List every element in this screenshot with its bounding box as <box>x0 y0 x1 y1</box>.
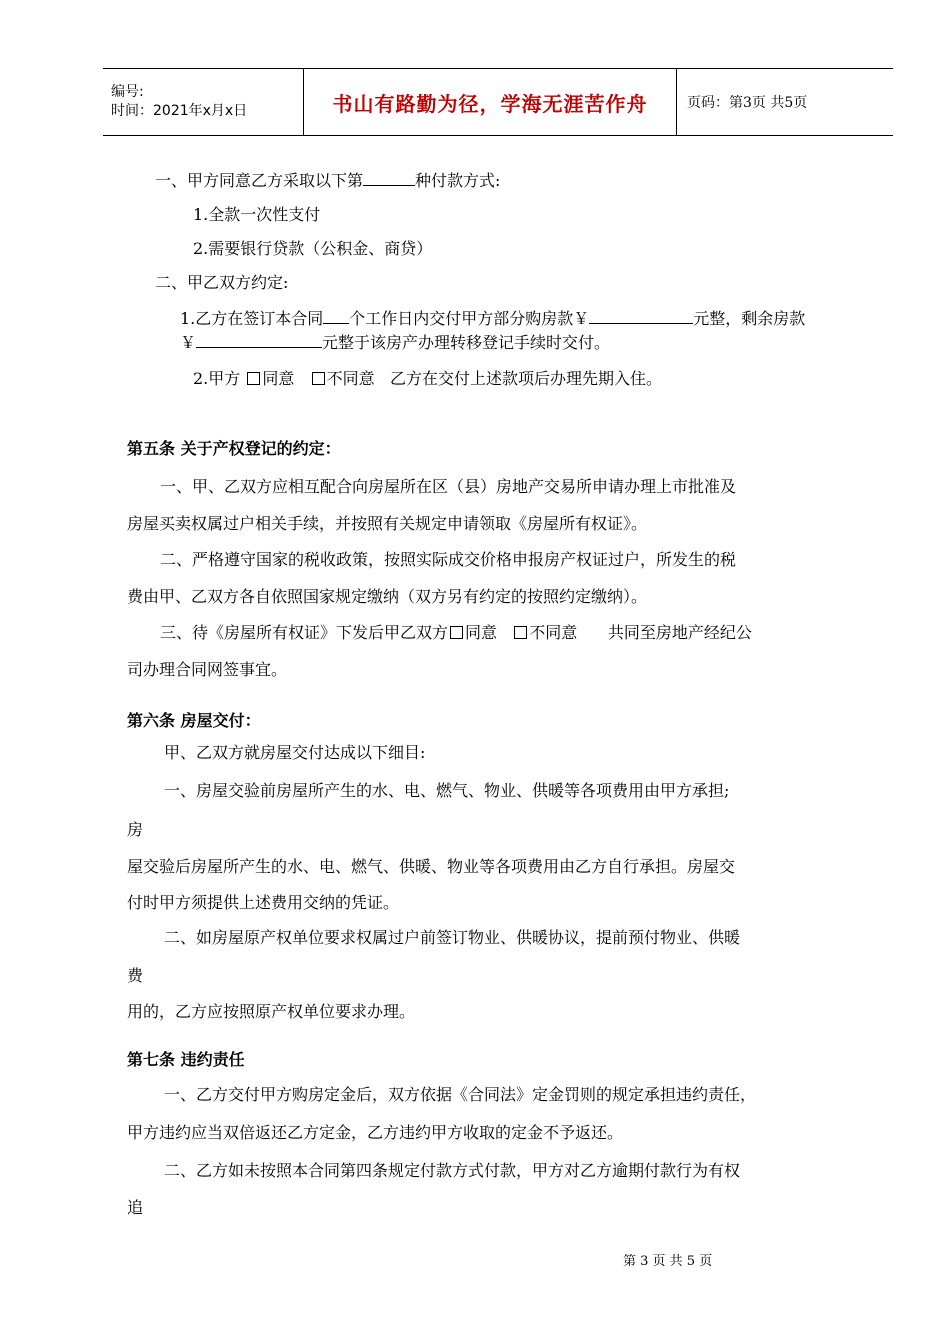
paragraph-text: 二、乙方如未按照本合同第四条规定付款方式付款，甲方对乙方逾期付款行为有权 <box>164 1161 741 1180</box>
clause-payment-method: 一、甲方同意乙方采取以下第 种付款方式: <box>155 171 501 190</box>
paragraph-text: 二、严格遵守国家的税收政策，按照实际成交价格申报房产权证过户，所发生的税 <box>160 550 737 569</box>
paragraph-text: 费 <box>127 966 144 985</box>
blank-field <box>589 309 693 324</box>
paragraph-text: 甲方违约应当双倍返还乙方定金，乙方违约甲方收取的定金不予返还。 <box>127 1123 624 1142</box>
paragraph-text: 房屋买卖权属过户相关手续，并按照有关规定申请领取《房屋所有权证》。 <box>127 514 648 533</box>
clause-remaining: ￥ 元整于该房产办理转移登记手续时交付。 <box>180 333 611 352</box>
number-label: 编号: <box>111 84 144 100</box>
paragraph-text: 司办理合同网签事宜。 <box>127 660 288 679</box>
clause-online-signing: 三、待《房屋所有权证》下发后甲乙双方 同意 不同意 共同至房地产经纪公 <box>160 623 752 642</box>
option-bank-loan: 2.需要银行贷款（公积金、商贷） <box>193 239 433 258</box>
article-6-heading: 第六条 房屋交付： <box>127 711 261 730</box>
paragraph-text: 追 <box>127 1198 144 1217</box>
checkbox-agree[interactable] <box>247 372 260 385</box>
article-7-heading: 第七条 违约责任 <box>127 1050 245 1069</box>
paragraph-text: 费由甲、乙双方各自依照国家规定缴纳（双方另有约定的按照约定缴纳）。 <box>127 587 648 606</box>
paragraph-text: 甲、乙双方就房屋交付达成以下细目: <box>164 743 426 762</box>
paragraph-text: 屋交验后房屋所产生的水、电、燃气、供暖、物业等各项费用由乙方自行承担。房屋交 <box>127 857 736 876</box>
blank-field <box>323 309 349 324</box>
paragraph-text: 用的，乙方应按照原产权单位要求办理。 <box>127 1002 416 1021</box>
paragraph-text: 付时甲方须提供上述费用交纳的凭证。 <box>127 893 400 912</box>
checkbox-disagree[interactable] <box>514 626 527 639</box>
page-header <box>103 68 893 136</box>
paragraph-text: 二、如房屋原产权单位要求权属过户前签订物业、供暖协议，提前预付物业、供暖 <box>164 928 741 947</box>
clause-early-occupancy: 2.甲方 同意 不同意 乙方在交付上述款项后办理先期入住。 <box>193 369 662 388</box>
article-5-heading: 第五条 关于产权登记的约定： <box>127 439 341 458</box>
time-label: 时间：2021年x月x日 <box>111 103 248 119</box>
checkbox-agree[interactable] <box>450 626 463 639</box>
blank-field <box>363 171 415 186</box>
header-page-label: 页码：第3页 共5页 <box>687 95 808 111</box>
page-footer: 第 3 页 共 5 页 <box>623 1254 713 1269</box>
paragraph-text: 一、乙方交付甲方购房定金后，双方依据《合同法》定金罚则的规定承担违约责任， <box>164 1085 757 1104</box>
clause-deposit: 1.乙方在签订本合同 个工作日内交付甲方部分购房款￥ 元整，剩余房款 <box>180 309 806 328</box>
checkbox-disagree[interactable] <box>312 372 325 385</box>
header-meta <box>103 69 303 135</box>
paragraph-text: 房 <box>127 820 144 839</box>
option-full-payment: 1.全款一次性支付 <box>193 205 321 224</box>
header-motto: 书山有路勤为径，学海无涯苦作舟 <box>303 69 677 135</box>
clause-agreement: 二、甲乙双方约定: <box>155 273 289 292</box>
paragraph-text: 一、甲、乙双方应相互配合向房屋所在区（县）房地产交易所申请办理上市批准及 <box>160 477 737 496</box>
blank-field <box>196 333 322 348</box>
paragraph-text: 一、房屋交验前房屋所产生的水、电、燃气、物业、供暖等各项费用由甲方承担; <box>164 781 730 800</box>
